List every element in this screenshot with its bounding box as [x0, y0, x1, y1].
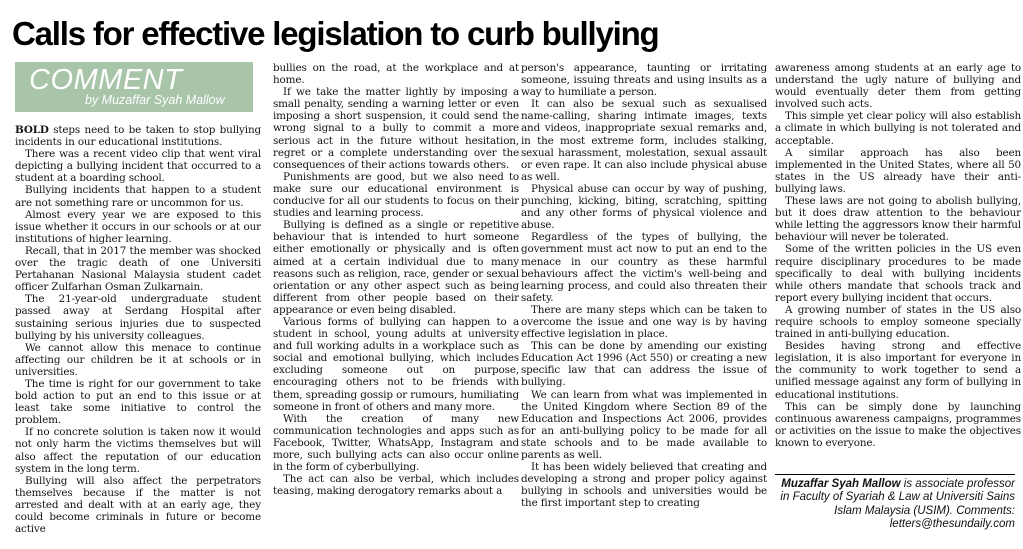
paragraph: Recall, that in 2017 the member was shocked over the tragic death of one Universiti Pertahanan Nasional Malaysia student cadet officer Zulfarhan Osman Zulkarnain. — [15, 244, 261, 294]
paragraph: With the creation of many new communication technologies and apps such as Facebook, Twitter, WhatsApp, Instagram and more, such bullying acts can also occur online in the form of cyberbullying. — [273, 412, 519, 474]
article-column-2 — [273, 62, 519, 544]
paragraph-continued: awareness among students at an early age to understand the ugly nature of bullying and would eventually deter them from getting involved such acts. — [775, 62, 1021, 111]
paragraph: It has been widely believed that creating and developing a strong and proper policy against bullying in schools and universities would be the first important step to creating — [521, 461, 767, 510]
paragraph: There was a recent video clip that went viral depicting a bullying incident that occurred to a student at a boarding school. — [15, 148, 261, 185]
paragraph: This can be done by amending our existing Education Act 1996 (Act 550) or creating a new specific law that can address the issue of bullying. — [521, 340, 767, 389]
paragraph: There are many steps which can be taken to overcome the issue and one way is by having effective legislation in place. — [521, 303, 767, 341]
paragraph-continued: bullies on the road, at the workplace and at home. — [273, 62, 519, 87]
lead-paragraph — [15, 124, 261, 148]
author-name: Muzaffar Syah Mallow — [781, 478, 901, 490]
paragraph: Physical abuse can occur by way of pushing, punching, kicking, biting, scratching, spitting and any other forms of physical violence and abuse. — [521, 182, 767, 232]
paragraph: This simple yet clear policy will also establish a climate in which bullying is not tolerated and acceptable. — [775, 110, 1021, 147]
article-column-4 — [775, 62, 1021, 470]
paragraph: These laws are not going to abolish bullying, but it does draw attention to the behaviour while letting the aggressors know their harmful behaviour will never be tolerated. — [775, 195, 1021, 244]
paragraph: The act can also be verbal, which includes teasing, making derogatory remarks about a — [273, 473, 519, 498]
article-column-3 — [521, 62, 767, 544]
banner-byline: by Muzaffar Syah Mallow — [85, 93, 225, 107]
comment-banner — [15, 62, 253, 112]
paragraph: It can also be sexual such as sexualised name-calling, sharing intimate images, texts and videos, inappropriate sexual remarks and, in the most extreme form, includes stalking, sexual harassment, molestation, sexual assault or even rape. It can also include physical abuse as well. — [521, 98, 767, 183]
paragraph: Various forms of bullying can happen to a student in school, young adults at university and full working adults in a workplace such as social and emotional bullying, which includes excluding someone out on purpose, encouraging others not to be friends with them, spreading gossip or rumours, humiliating someone in front of others and many more. — [273, 315, 519, 413]
paragraph: Some of the written policies in the US even require disciplinary procedures to be made specifically to deal with bullying incidents while others mandate that schools track and report every bullying incident that occurs. — [775, 243, 1021, 304]
lead-word: BOLD — [15, 124, 49, 136]
paragraph-continued: person's appearance, taunting or irritating someone, issuing threats and using insults as a way to humiliate a person. — [521, 62, 767, 99]
paragraph: Bullying is defined as a single or repetitive behaviour that is intended to hurt someone either emotionally or physically and is often aimed at a certain individual due to many reasons such as religion, race, gender or sexual orientation or any other aspect such as being different from other people based on their appearance or even being disabled. — [273, 219, 519, 316]
paragraph: We cannot allow this menace to continue affecting our children be it at schools or in universities. — [15, 341, 261, 378]
paragraph: The 21-year-old undergraduate student passed away at Serdang Hospital after sustaining serious injuries due to suspected bullying by his university colleagues. — [15, 293, 261, 342]
paragraph: If we take the matter lightly by imposing a small penalty, sending a warning letter or even imposing a short suspension, it could send the wrong signal to a bully to commit a more serious act in the future without hesitation, regret or a complete understanding over the consequences of their actions towards others. — [273, 86, 519, 171]
paragraph: Bullying incidents that happen to a student are not something rare or uncommon for us. — [15, 184, 261, 209]
lead-text: steps need to be taken to stop bullying incidents in our educational institutions. — [15, 124, 261, 149]
comment-label: COMMENT — [29, 64, 183, 96]
paragraph: Bullying will also affect the perpetrators themselves because if the matter is not arrested and dealt with at an early age, they could become criminals in future or become active — [15, 474, 261, 536]
paragraph: A growing number of states in the US also require schools to employ someone specially trained in anti-bullying education. — [775, 303, 1021, 341]
article-column-1 — [15, 124, 261, 544]
paragraph: Regardless of the types of bullying, the government must act now to put an end to the menace in our country as these harmful behaviours affect the victim's well-being and learning process, and could also threaten their safety. — [521, 231, 767, 304]
paragraph: The time is right for our government to take bold action to put an end to this issue or at least take some initiative to control the problem. — [15, 377, 261, 427]
author-divider — [775, 474, 1015, 475]
paragraph: Besides having strong and effective legislation, it is also important for everyone in the community to work together to send a unified message against any form of bullying in educational institutions. — [775, 340, 1021, 401]
author-box — [775, 478, 1015, 544]
paragraph: Punishments are good, but we also need to make sure our educational environment is conducive for all our students to focus on their studies and learning process. — [273, 170, 519, 220]
paragraph: Almost every year we are exposed to this issue whether it occurs in our schools or at our institutions of higher learning. — [15, 208, 261, 245]
paragraph: This can be simply done by launching continuous awareness campaigns, programmes or activities on the issue to make the objectives known to everyone. — [775, 400, 1021, 449]
author-bio: is associate professor in Faculty of Syariah & Law at Universiti Sains Islam Malaysia (USIM). Comments: letters@thesundaily.com — [780, 478, 1015, 530]
paragraph: We can learn from what was implemented in the United Kingdom where Section 89 of the Education and Inspections Act 2006, provides for an anti-bullying policy to be made for all state schools and to be made available to parents as well. — [521, 388, 767, 461]
paragraph: A similar approach has also been implemented in the United States, where all 50 states in the US already have their anti-bullying laws. — [775, 146, 1021, 195]
paragraph: If no concrete solution is taken now it would not only harm the victims themselves but will also affect the reputation of our education system in the long term. — [15, 426, 261, 475]
article-headline: Calls for effective legislation to curb bullying — [12, 15, 659, 52]
